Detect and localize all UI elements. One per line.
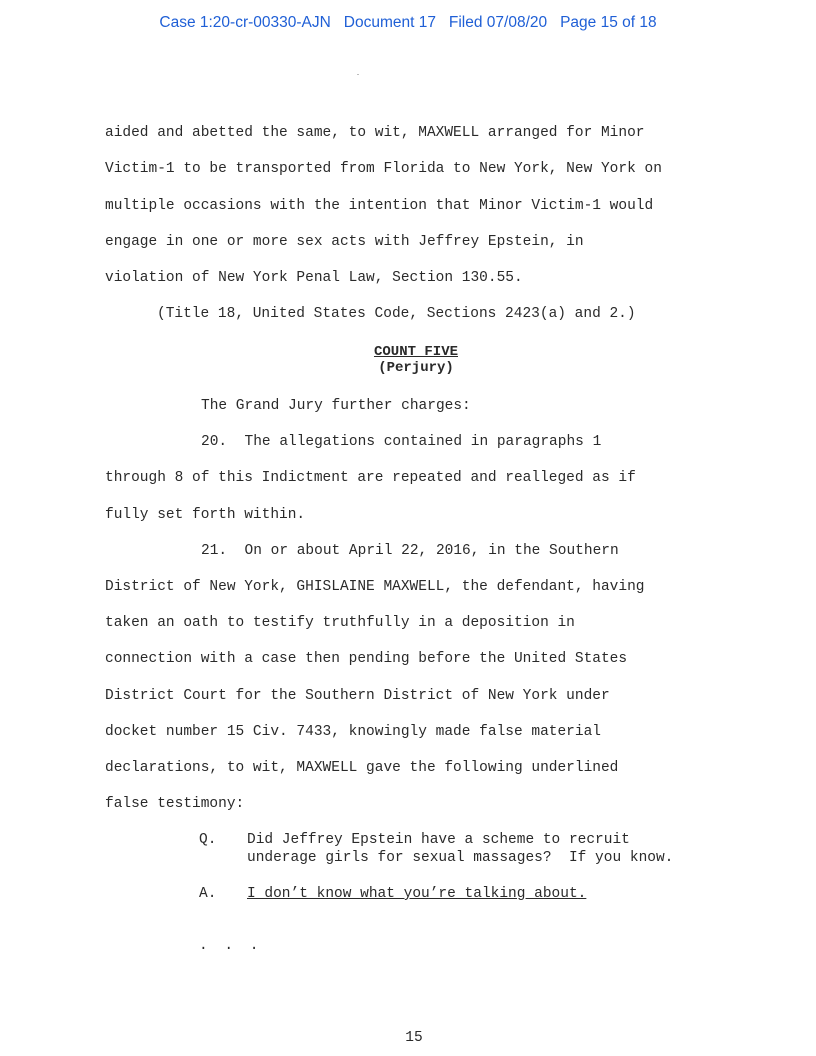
paragraph-20-line: fully set forth within.	[105, 507, 306, 523]
body-line: Victim-1 to be transported from Florida to New York, New York on	[105, 161, 662, 177]
paragraph-21-line: 21. On or about April 22, 2016, in the Southern	[201, 543, 619, 559]
paragraph-20-line: 20. The allegations contained in paragraphs 1	[201, 434, 602, 450]
question-line: Did Jeffrey Epstein have a scheme to recruit	[247, 832, 630, 848]
scan-speck	[357, 74, 359, 75]
page-number: 15	[405, 1030, 423, 1046]
case-number: Case 1:20-cr-00330-AJN	[159, 14, 331, 31]
question-line: underage girls for sexual massages? If you know.	[247, 850, 674, 866]
charges-intro: The Grand Jury further charges:	[201, 398, 471, 414]
body-line: aided and abetted the same, to wit, MAXWELL arranged for Minor	[105, 125, 645, 141]
paragraph-20-line: through 8 of this Indictment are repeated and realleged as if	[105, 470, 636, 486]
paragraph-21-line: District Court for the Southern District of New York under	[105, 688, 610, 704]
body-line: violation of New York Penal Law, Section 130.55.	[105, 270, 523, 286]
paragraph-21-line: docket number 15 Civ. 7433, knowingly made false material	[105, 724, 601, 740]
statute-citation: (Title 18, United States Code, Sections 2423(a) and 2.)	[157, 306, 636, 322]
filed-date: Filed 07/08/20	[448, 14, 548, 31]
paragraph-21-line: connection with a case then pending before the United States	[105, 651, 628, 667]
case-header	[0, 14, 816, 32]
paragraph-21-line: District of New York, GHISLAINE MAXWELL, the defendant, having	[105, 579, 645, 595]
count-subtitle: (Perjury)	[378, 360, 454, 376]
answer-text: I don’t know what you’re talking about.	[247, 886, 587, 902]
answer-label: A.	[199, 886, 217, 902]
page-of-pages: Page 15 of 18	[560, 14, 657, 31]
ellipsis: . . .	[199, 938, 263, 954]
count-title: COUNT FIVE	[373, 344, 458, 360]
paragraph-21-line: declarations, to wit, MAXWELL gave the following underlined	[105, 760, 619, 776]
paragraph-21-line: taken an oath to testify truthfully in a deposition in	[105, 615, 575, 631]
document-number: Document 17	[343, 14, 436, 31]
question-label: Q.	[199, 832, 217, 848]
paragraph-21-line: false testimony:	[105, 796, 245, 812]
body-line: multiple occasions with the intention that Minor Victim-1 would	[105, 198, 654, 214]
body-line: engage in one or more sex acts with Jeffrey Epstein, in	[105, 234, 584, 250]
